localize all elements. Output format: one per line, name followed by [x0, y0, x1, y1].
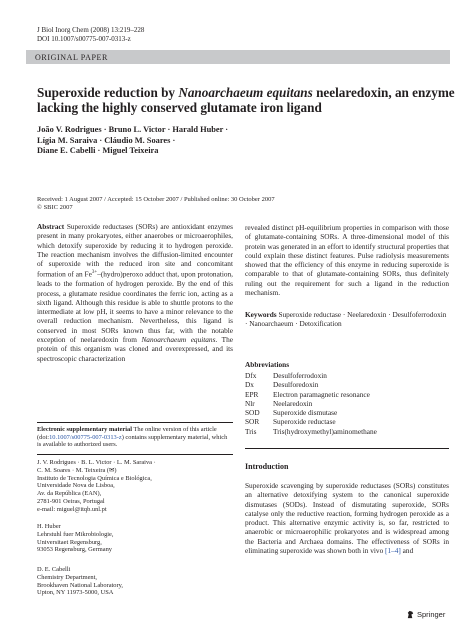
abbr-row [245, 380, 377, 389]
abbreviations-table [245, 371, 377, 436]
introduction-heading: Introduction [245, 462, 289, 471]
address-line: Chemistry Department, [37, 573, 97, 581]
email-line: e-mail: miguel@itqb.unl.pt [37, 505, 107, 513]
address-line: D. E. Cabelli [37, 566, 71, 573]
abbr-row [245, 417, 377, 426]
introduction-body: Superoxide scavenging by superoxide reductases (SORs) constitutes an alternative detoxifying system to the canonical superoxide dismutases (SODs). Instead of dismutating superoxide, SORs catalyse only the reductive reaction, forming hydrogen peroxide as a product. This alternative enzymic activity is, so far, restricted to anaerobic or microaerophilic prokaryotes and is widespread among the Bacteria and Archaea domains. The effectiveness of SORs in eliminating superoxide was shown both in vivo [245, 481, 449, 556]
publication-dates [37, 196, 457, 212]
abstract-sup: 3+ [91, 270, 98, 276]
abbr-row [245, 427, 377, 436]
keywords-text: Superoxide reductase · Neelaredoxin · Desulfoferrodoxin · Nanoarchaeum · Detoxification [245, 310, 447, 329]
abbr-key: Dx [245, 380, 254, 390]
abbr-row [245, 390, 377, 399]
abstract-text-b: –(hydro)peroxo adduct that, upon protonation, leads to the formation of hydrogen peroxide. By the end of this process, a glutamate residue coordinates the ferric ion, acting as a sixth ligand. Although this residue is able to shuttle protons to the intermediate at low pH, it seems to have a minor relevance to the overall reduction mechanism. Nevertheless, this ligand is conserved in most SORs known thus far, with the notable exception of neelaredoxin from [37, 269, 234, 344]
abbr-value: Desulfoferrodoxin [273, 371, 327, 380]
section-label: ORIGINAL PAPER [35, 53, 108, 62]
esm-doi-link[interactable]: 10.1007/s00775-007-0313-z [49, 433, 122, 441]
address-line: Av. da República (EAN), [37, 490, 102, 498]
authors-line-3: Diane E. Cabelli · Miguel Teixeira [37, 146, 159, 155]
address-block-3 [37, 566, 233, 597]
abbr-key: Dfx [245, 371, 257, 380]
address-line: Universitaet Regensburg, [37, 538, 102, 546]
article-title [37, 85, 457, 115]
publisher-name: Springer [417, 610, 446, 619]
abbr-row [245, 399, 377, 408]
esm-text-b: ) contains supplementary material, which is available to authorized users. [37, 433, 228, 449]
address-line: Brookhaven National Laboratory, [37, 581, 124, 589]
authors-line-2: Lígia M. Saraiva · Cláudio M. Soares · [37, 135, 176, 145]
abstract-right [245, 223, 449, 297]
section-label-bar [26, 50, 450, 64]
reference-link[interactable]: [1–4] [385, 546, 401, 556]
introduction-tail: and [400, 546, 414, 556]
abstract-left [37, 222, 233, 363]
abbr-key: Tris [245, 426, 257, 436]
address-block-2 [37, 523, 233, 554]
abbr-value: Desulforedoxin [273, 380, 319, 390]
abstract-organism: Nanoarchaeum equitans [141, 334, 216, 344]
address-line: J. V. Rodrigues · B. L. Victor · L. M. Saraiva · [37, 459, 156, 466]
abbr-key: EPR [245, 389, 259, 399]
abbr-value: Tris(hydroxymethyl)aminomethane [273, 426, 377, 436]
author-list [37, 125, 417, 157]
address-line: Lehrstuhl fuer Mikrobiologie, [37, 530, 114, 538]
abbr-value: Superoxide dismutase [273, 408, 338, 418]
abbr-key: Nlr [245, 398, 255, 408]
abbr-row [245, 408, 377, 417]
abbr-key: SOR [245, 417, 260, 427]
abbr-value: Electron paramagnetic resonance [273, 389, 370, 399]
introduction-text [245, 481, 449, 555]
title-organism: Nanoarchaeum equitans [178, 85, 313, 100]
journal-doi: DOI 10.1007/s00775-007-0313-z [37, 35, 131, 43]
abstract-continued: revealed distinct pH-equilibrium properties in comparison with those of glutamate-containing SORs. A three-dimensional model of this protein was generated in an effort to identify structural properties that could explain these distinct features. Pulse radiolysis measurements showed that the efficiency of this enzyme in reducing superoxide is comparable to that of glutamate-containing SORs, thus definitely ruling out the requirement for such a ligand in the reduction mechanism. [245, 223, 449, 298]
address-line: 2781-901 Oeiras, Portugal [37, 497, 105, 505]
abbr-value: Superoxide reductase [273, 417, 336, 427]
abbr-value: Neelaredoxin [273, 398, 313, 408]
address-line: C. M. Soares · M. Teixeira (✉) [37, 466, 117, 474]
address-divider [37, 454, 233, 455]
abbreviations-heading: Abbreviations [245, 360, 290, 369]
journal-citation: J Biol Inorg Chem (2008) 13:219–228 [37, 26, 145, 34]
esm-divider [37, 422, 233, 423]
authors-line-1: João V. Rodrigues · Bruno L. Victor · Harald Huber · [37, 125, 229, 134]
abstract-text-a: Superoxide reductases (SORs) are antioxidant enzymes present in many prokaryotes, either anaerobes or microaerophiles, which detoxify superoxide by reducing it to hydrogen peroxide. The reaction mechanism involves the diffusion-limited encounter of superoxide with the reduced iron site and concomitant formation of an Fe [37, 222, 233, 279]
esm-label: Electronic supplementary material [37, 426, 133, 433]
address-line: Instituto de Tecnologia Química e Biológica, [37, 474, 152, 482]
keywords-block [245, 310, 449, 329]
address-line: Universidade Nova de Lisboa, [37, 482, 115, 490]
esm-text-a: The online version of this article (doi: [37, 426, 217, 441]
address-line: H. Huber [37, 523, 61, 530]
abbr-key: SOD [245, 408, 260, 418]
dates-line: Received: 1 August 2007 / Accepted: 15 October 2007 / Published online: 30 October 2007 [37, 196, 275, 203]
keywords-label: Keywords [245, 310, 277, 319]
copyright-line: © SBIC 2007 [37, 204, 73, 211]
title-part1: Superoxide reduction by [37, 85, 179, 100]
address-block-1 [37, 459, 233, 514]
title-part2: neelaredoxin, an enzyme lacking the highly conserved glutamate iron ligand [37, 85, 455, 115]
springer-horse-icon [406, 610, 415, 619]
esm-note [37, 426, 233, 449]
abstract-label: Abstract [37, 222, 65, 231]
journal-header [37, 26, 144, 44]
abstract-text-c: . The protein of this organism was cloned and overexpressed, and its spectroscopic characterization [37, 334, 233, 363]
publisher-logo [406, 610, 445, 619]
address-line: Upton, NY 11973-5000, USA [37, 589, 114, 597]
address-line: 93053 Regensburg, Germany [37, 546, 112, 554]
introduction-divider [245, 448, 449, 449]
abbr-row [245, 371, 377, 380]
